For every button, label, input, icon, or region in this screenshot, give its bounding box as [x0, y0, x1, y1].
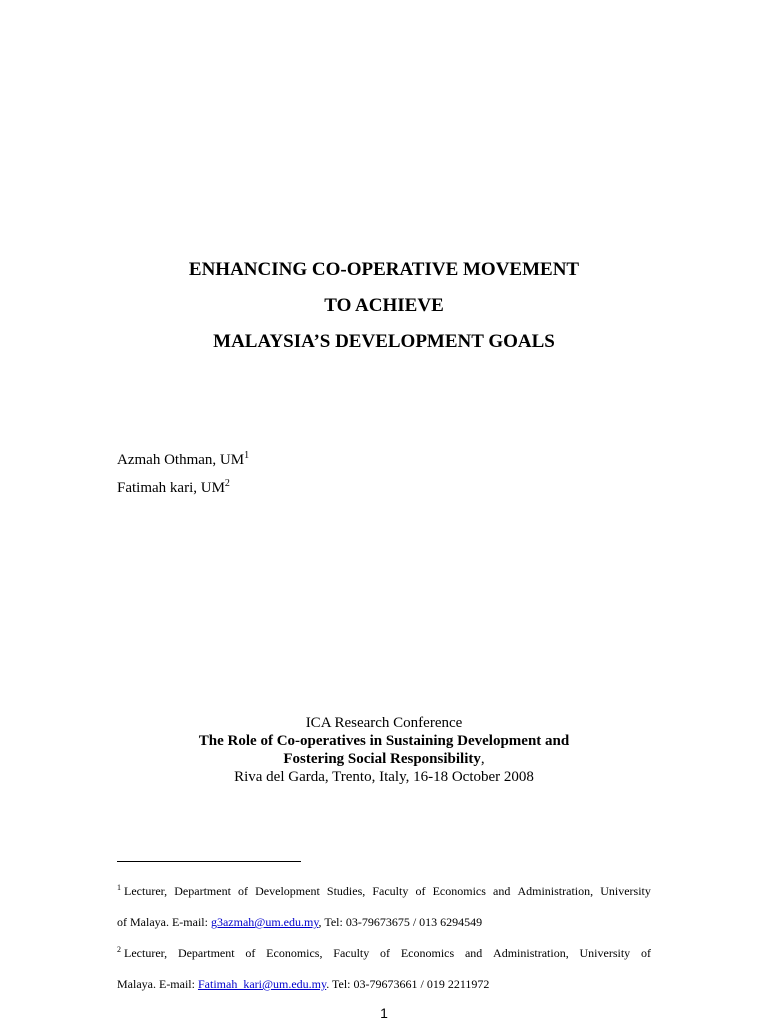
- footnote-1-word: Development: [255, 884, 320, 898]
- footnote-2-first-word: Lecturer,: [124, 946, 168, 960]
- title-line-3: MALAYSIA’S DEVELOPMENT GOALS: [213, 331, 555, 352]
- conference-theme-line-1: The Role of Co-operatives in Sustaining Development and: [198, 733, 570, 749]
- footnote-2-marker: 2: [117, 945, 121, 954]
- footnote-1-word: Administration,: [517, 884, 594, 898]
- conference-info: [0, 714, 768, 786]
- footnote-1-suffix: , Tel: 03-79673675 / 013 6294549: [318, 915, 483, 929]
- footnote-2-word: of: [380, 946, 391, 960]
- footnote-2-word: University: [579, 946, 631, 960]
- footnote-1-word: Studies,: [326, 884, 366, 898]
- footnote-1-word: Faculty: [372, 884, 409, 898]
- page-number: 1: [380, 1005, 388, 1021]
- footnote-2-word: of: [640, 946, 651, 960]
- footnote-2-email-link[interactable]: Fatimah_kari@um.edu.my: [197, 977, 327, 991]
- footnote-1-word: of: [238, 884, 249, 898]
- footnote-1-word: and: [493, 884, 511, 898]
- footnote-1-word: Department: [174, 884, 231, 898]
- footnote-1-marker: 1: [117, 883, 121, 892]
- author-1-name: Azmah Othman, UM: [117, 452, 245, 468]
- conference-theme-line-2-wrap: [0, 750, 768, 768]
- paper-title: [0, 252, 768, 360]
- footnote-1-prefix: of Malaya. E-mail:: [117, 915, 211, 929]
- footnote-1-line-2: [117, 911, 651, 942]
- footnote-2-word: Economics,: [266, 946, 323, 960]
- conference-theme-line-2: Fostering Social Responsibility: [283, 751, 481, 767]
- footnote-1-word-0: [117, 880, 167, 911]
- footnote-2-word: Department: [177, 946, 235, 960]
- footnote-1-word: University: [600, 884, 651, 898]
- footnote-2-word: and: [464, 946, 483, 960]
- footnote-1-first-word: Lecturer,: [124, 884, 168, 898]
- footnote-2-word-0: [117, 942, 167, 973]
- footnote-2-suffix: . Tel: 03-79673661 / 019 2211972: [326, 977, 490, 991]
- author-list: [117, 446, 249, 502]
- title-line-1: ENHANCING CO-OPERATIVE MOVEMENT: [188, 259, 580, 280]
- author-1: [117, 446, 249, 474]
- footnote-2-prefix: Malaya. E-mail:: [117, 977, 198, 991]
- footnote-1-line-1: [117, 880, 651, 911]
- footnote-1-word: of: [415, 884, 426, 898]
- footnote-2-word: Economics: [400, 946, 455, 960]
- footnote-1-email-link[interactable]: g3azmah@um.edu.my: [210, 915, 319, 929]
- footnote-2-word: Administration,: [493, 946, 569, 960]
- footnote-separator: [117, 861, 301, 862]
- footnote-1-word: Economics: [432, 884, 486, 898]
- footnotes: [117, 880, 651, 1004]
- footnote-2-word: of: [245, 946, 256, 960]
- conference-location-date: Riva del Garda, Trento, Italy, 16-18 October 2008: [234, 769, 534, 785]
- author-2: [117, 474, 249, 502]
- author-2-footnote-marker: 2: [224, 478, 230, 489]
- conference-theme-punctuation: ,: [480, 751, 485, 767]
- footnote-2-word: Faculty: [333, 946, 370, 960]
- author-1-footnote-marker: 1: [244, 450, 250, 461]
- conference-name: ICA Research Conference: [305, 715, 463, 731]
- title-line-2: TO ACHIEVE: [324, 295, 444, 316]
- footnote-2-line-1: [117, 942, 651, 973]
- author-2-name: Fatimah kari, UM: [117, 480, 225, 496]
- footnote-2-line-2: [117, 973, 651, 1004]
